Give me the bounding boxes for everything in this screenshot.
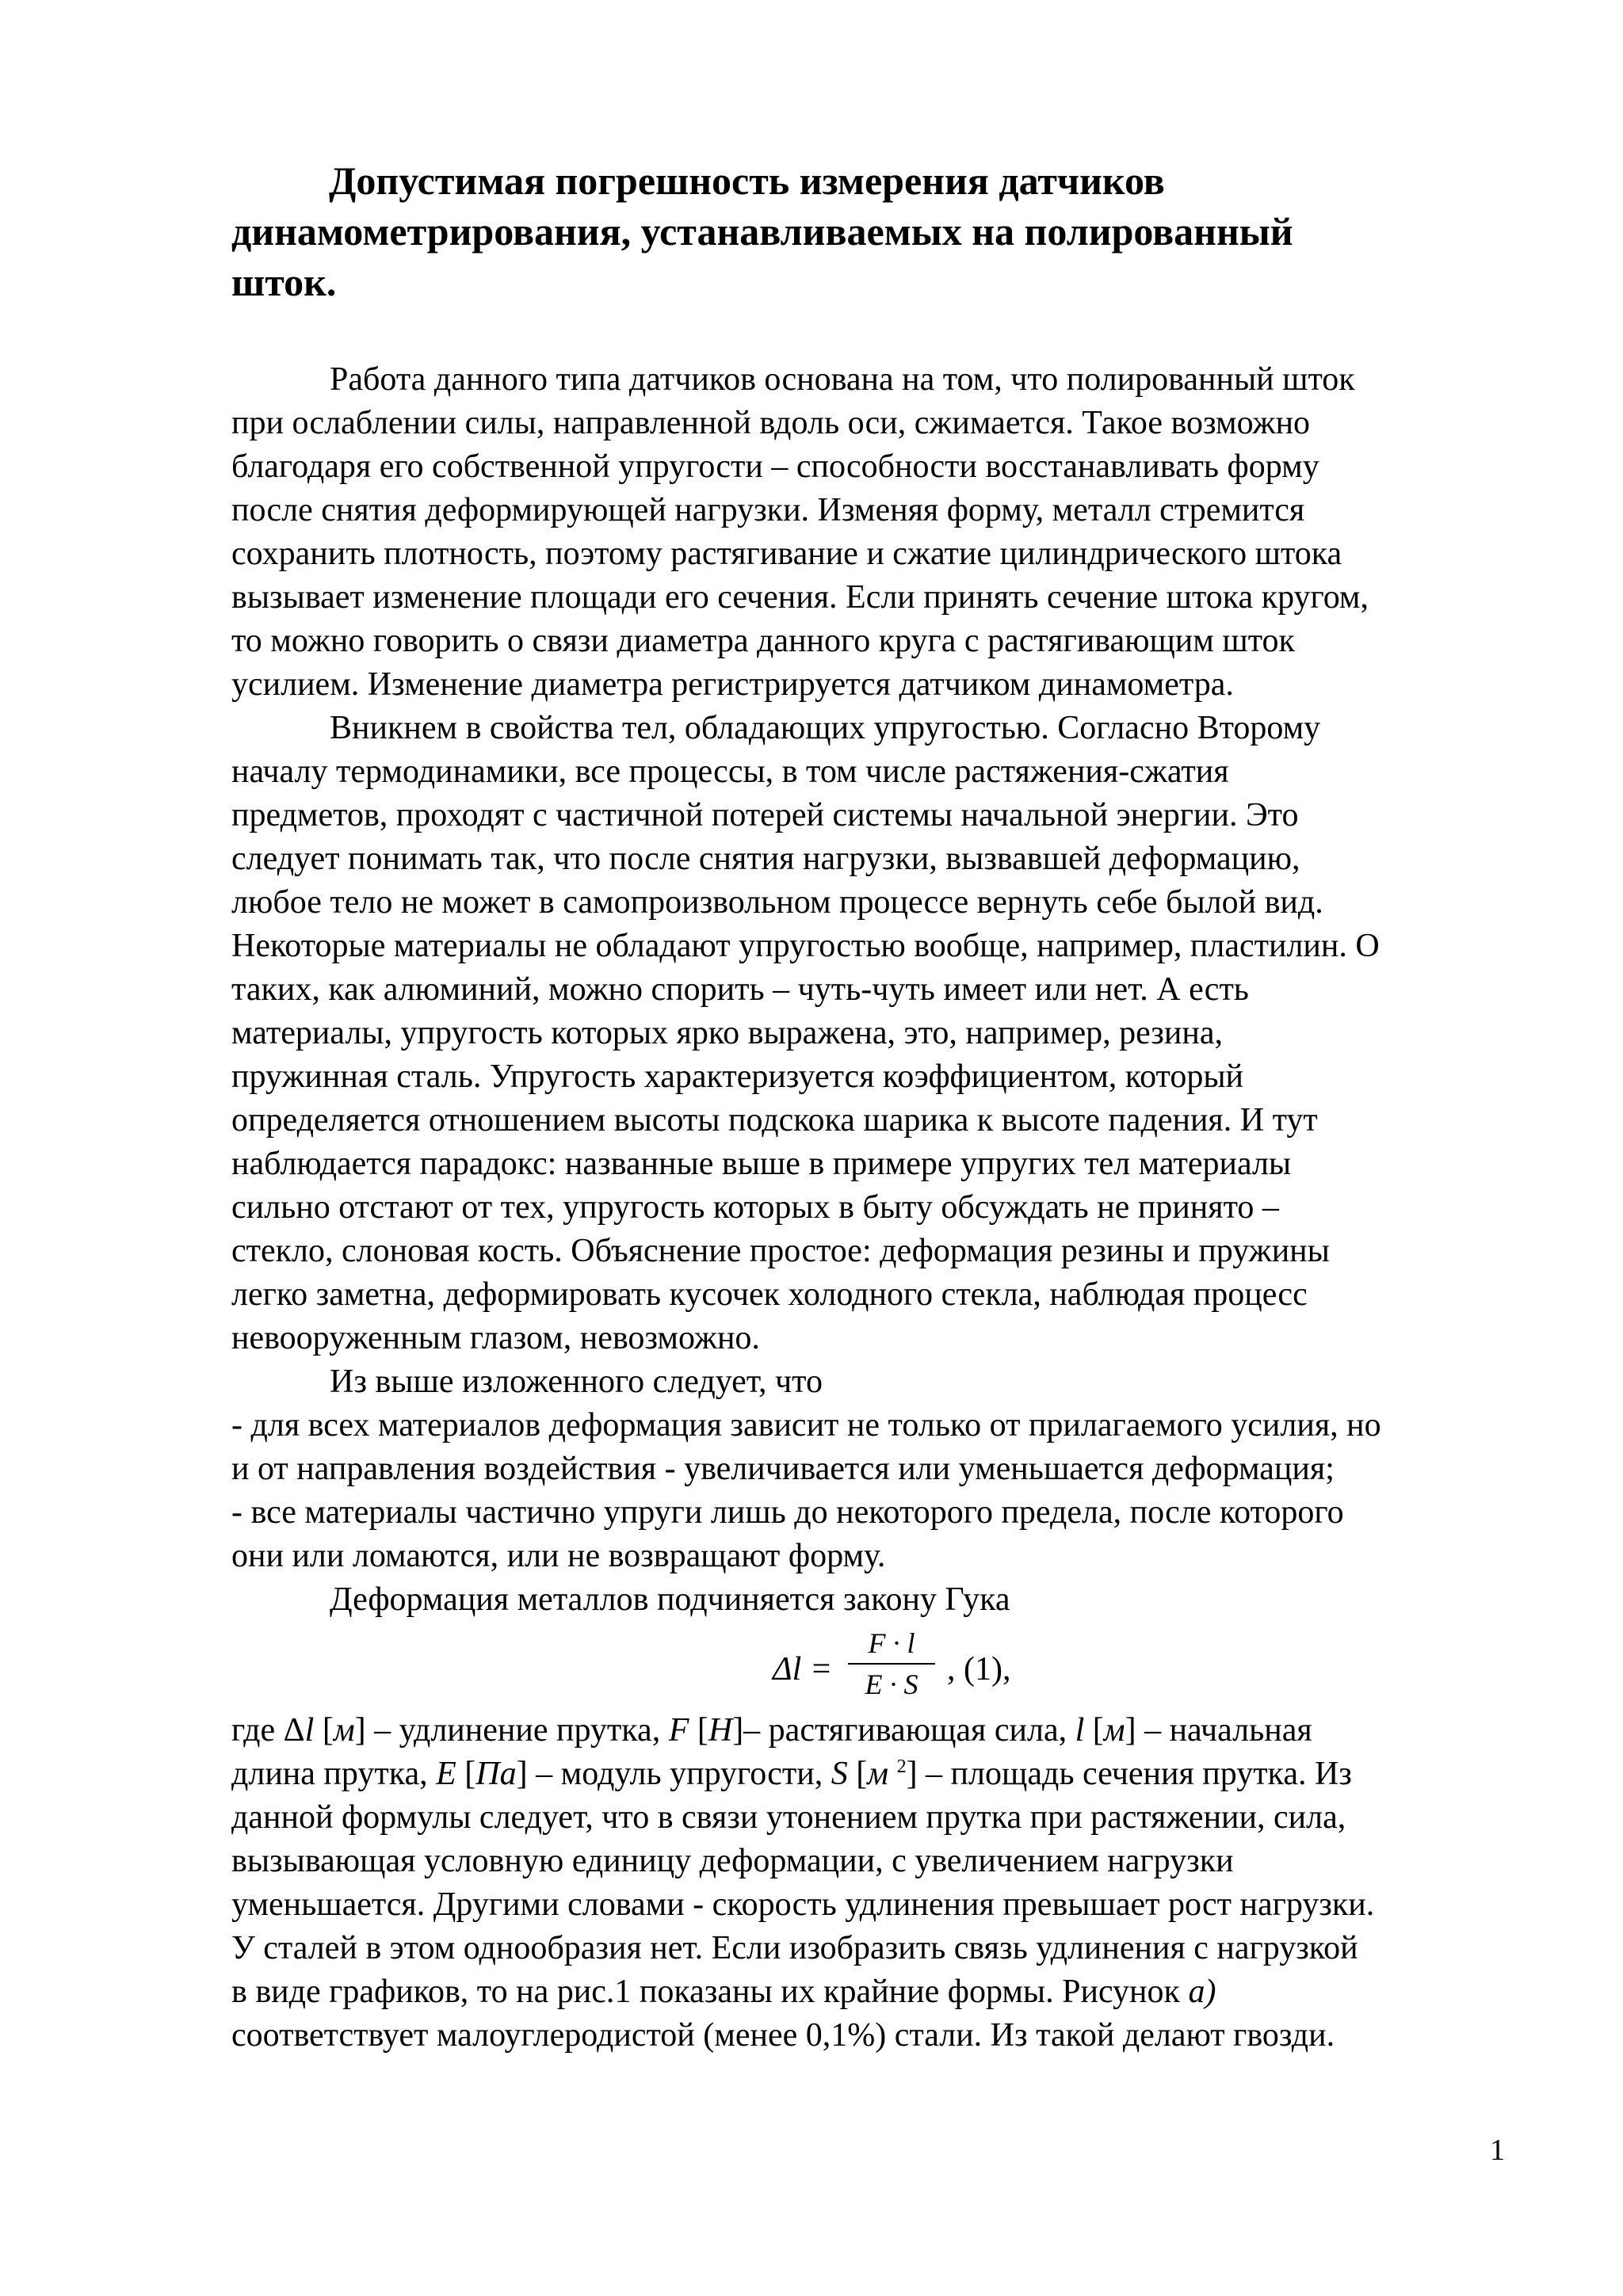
text-line: невооруженным глазом, невозможно. (231, 1320, 760, 1356)
paragraph-elasticity (231, 707, 1579, 1360)
formula-lhs: Δl = (773, 1651, 833, 1688)
text-line: Работа данного типа датчиков основана на том, что полированный шток (330, 361, 1355, 398)
fraction-bar (848, 1663, 935, 1665)
text-line: после снятия деформирующей нагрузки. Изменяя форму, металл стремится (231, 492, 1305, 528)
text-line: стекло, слоновая кость. Объяснение простое: деформация резины и пружины (231, 1233, 1330, 1269)
text-line: уменьшается. Другими словами - скорость удлинения превышает рост нагрузки. (231, 1886, 1375, 1923)
text-line: легко заметна, деформировать кусочек холодного стекла, наблюдая процесс (231, 1276, 1308, 1313)
text-line: Некоторые материалы не обладают упругостью вообще, например, пластилин. О (231, 928, 1380, 964)
list-item: - для всех материалов деформация зависит не только от прилагаемого усилия, но (231, 1407, 1381, 1444)
text-line: усилием. Изменение диаметра регистрируется датчиком динамометра. (231, 666, 1234, 703)
formula-fraction (848, 1625, 935, 1703)
title-line: шток. (231, 260, 337, 304)
title-line: динамометрирования, устанавливаемых на полированный (231, 209, 1293, 254)
text-line: данной формулы следует, что в связи утонением прутка при растяжении, сила, (231, 1799, 1346, 1836)
text-line: вызывающая условную единицу деформации, с увеличением нагрузки (231, 1843, 1234, 1879)
paragraph-hooke-intro (231, 1578, 1579, 1622)
text-line: Вникнем в свойства тел, обладающих упругостью. Согласно Второму (330, 710, 1321, 746)
text-line: У сталей в этом однообразия нет. Если изобразить связь удлинения с нагрузкой (231, 1930, 1358, 1966)
paragraph-conclusions (231, 1360, 1579, 1578)
formula-denominator: E · S (865, 1669, 918, 1700)
text-line: началу термодинамики, все процессы, в том числе растяжения-сжатия (231, 753, 1229, 790)
text-line: благодаря его собственной упругости – способности восстанавливать форму (231, 448, 1319, 485)
list-item: - все материалы частично упруги лишь до некоторого предела, после которого (231, 1494, 1344, 1531)
text-line: где Δl [м] – удлинение прутка, F [Н]– растягивающая сила, l [м] – начальная (231, 1712, 1312, 1749)
title-line: Допустимая погрешность измерения датчиков (329, 158, 1165, 203)
text-line: соответствует малоуглеродистой (менее 0,1%) стали. Из такой делают гвозди. (231, 2017, 1335, 2054)
formula-numerator: F · l (868, 1627, 915, 1659)
text-line: вызывает изменение площади его сечения. Если принять сечение штока кругом, (231, 579, 1369, 616)
text-line: в виде графиков, то на рис.1 показаны их крайние формы. Рисунок а) (231, 1974, 1216, 2010)
text-line: длина прутка, E [Па] – модуль упругости, S [м $^2$] – площадь сечения прутка. Из (231, 1756, 1352, 1792)
text-line: сильно отстают от тех, упругость которых в быту обсуждать не принято – (231, 1189, 1279, 1226)
text-line: и от направления воздействия - увеличивается или уменьшается деформация; (231, 1451, 1335, 1487)
text-line: определяется отношением высоты подскока шарика к высоте падения. И тут (231, 1102, 1318, 1138)
hooke-formula (773, 1625, 1090, 1712)
text-line: сохранить плотность, поэтому растягивание и сжатие цилиндрического штока (231, 536, 1342, 572)
text-line: пружинная сталь. Упругость характеризуется коэффициентом, который (231, 1058, 1244, 1095)
text-line: при ослаблении силы, направленной вдоль оси, сжимается. Такое возможно (231, 405, 1311, 441)
text-line: таких, как алюминий, можно спорить – чуть-чуть имеет или нет. А есть (231, 971, 1249, 1008)
text-line: наблюдается парадокс: названные выше в примере упругих тел материалы (231, 1146, 1292, 1182)
text-line: Из выше изложенного следует, что (330, 1363, 823, 1400)
formula-number: , (1), (947, 1651, 1011, 1688)
paragraph-formula-explanation (231, 1709, 1579, 2058)
text-line: Деформация металлов подчиняется закону Гука (330, 1581, 1010, 1618)
document-title (231, 155, 1531, 307)
paragraph-sensor-principle (231, 358, 1579, 707)
text-line: они или ломаются, или не возвращают форму. (231, 1538, 886, 1574)
text-line: то можно говорить о связи диаметра данного круга с растягивающим шток (231, 623, 1295, 659)
text-line: любое тело не может в самопроизвольном процессе вернуть себе былой вид. (231, 884, 1323, 921)
text-line: предметов, проходят с частичной потерей системы начальной энергии. Это (231, 797, 1299, 833)
text-line: материалы, упругость которых ярко выражена, это, например, резина, (231, 1015, 1223, 1051)
text-line: следует понимать так, что после снятия нагрузки, вызвавшей деформацию, (231, 841, 1300, 877)
page-number: 1 (1490, 2134, 1505, 2167)
